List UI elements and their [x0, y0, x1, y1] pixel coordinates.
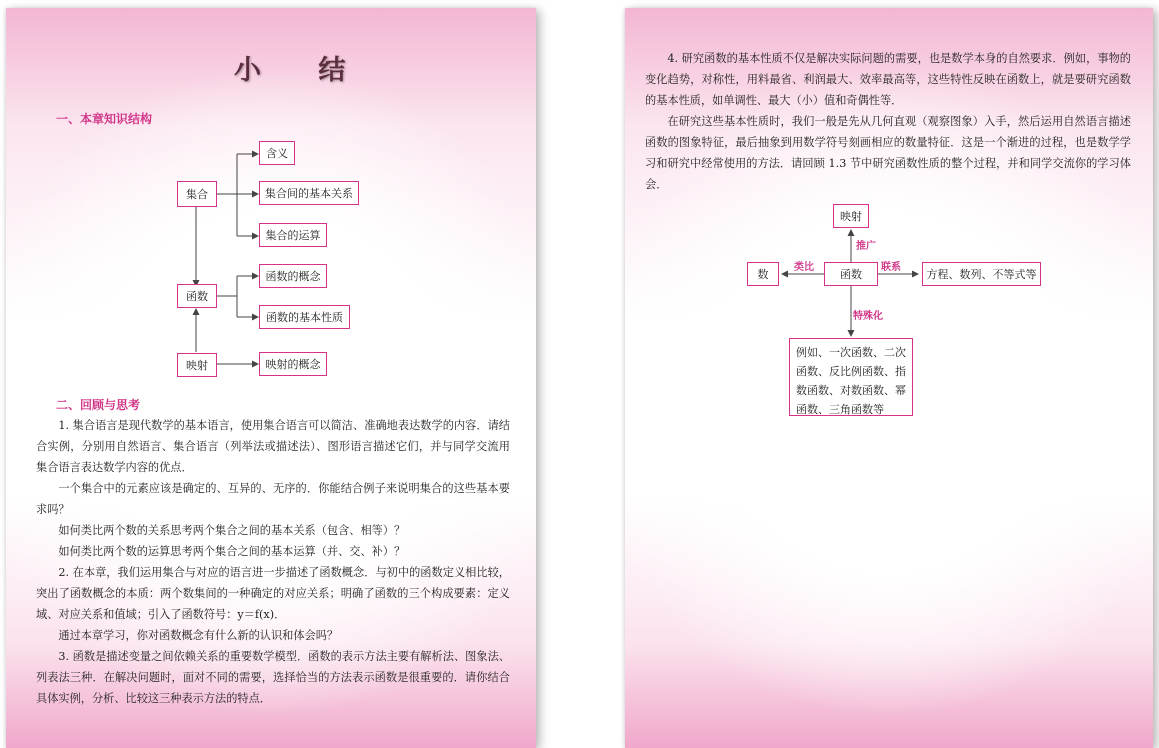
node-set-relations: 集合间的基本关系: [259, 181, 359, 205]
paragraph-4: 如何类比两个数的运算思考两个集合之间的基本运算（并、交、补）？: [58, 545, 406, 558]
node-number: 数: [747, 262, 779, 286]
paragraph-1: 1. 集合语言是现代数学的基本语言，使用集合语言可以简洁、准确地表达数学的内容．请结合实例，分别用自然语言、集合语言（列举法或描述法）、图形语言描述它们，并与同学交流用集合语言表达数学内容的优点．: [36, 419, 510, 474]
paragraph-9: 在研究这些基本性质时，我们一般是先从几何直观（观察图象）入手，然后运用自然语言描述函数的图象特征，最后抽象到用数学符号刻画相应的数量特征．这是一个渐进的过程，也是数学学习和研究中经常使用的方法．请回顾 1.3 节中研究函数性质的整个过程，并和同学交流你的学习体会．: [645, 115, 1131, 191]
node-set-meaning: 含义: [259, 141, 295, 165]
paragraph-7: 3. 函数是描述变量之间依赖关系的重要数学模型．函数的表示方法主要有解析法、图象法、列表法三种．在解决问题时，面对不同的需要，选择恰当的方法表示函数是很重要的．请你结合具体实例，分析、比较这三种表示方法的特点．: [36, 650, 510, 705]
node-examples: 例如、一次函数、二次函数、反比例函数、指数函数、对数函数、幂函数、三角函数等: [789, 338, 913, 416]
node-function: 函数: [177, 284, 217, 308]
page-title: 小 结: [234, 55, 370, 86]
paragraph-8: 4. 研究函数的基本性质不仅是解决实际问题的需要，也是数学本身的自然要求．例如，事物的变化趋势，对称性，用料最省、利润最大、效率最高等，这些特性反映在函数上，就是要研究函数的基本性质，如单调性、最大（小）值和奇偶性等．: [645, 52, 1131, 107]
node-set: 集合: [177, 181, 217, 207]
right-page: [625, 8, 1153, 748]
node-set-operations: 集合的运算: [259, 223, 327, 247]
label-specialize: 特殊化: [853, 311, 883, 322]
node-mapping: 映射: [833, 204, 869, 228]
node-mapping-concept: 映射的概念: [259, 352, 327, 376]
label-analogy: 类比: [794, 262, 814, 273]
node-mapping: 映射: [177, 353, 217, 377]
section-heading-structure: 一、本章知识结构: [56, 112, 153, 126]
label-connect: 联系: [881, 262, 901, 273]
paragraph-2: 一个集合中的元素应该是确定的、互异的、无序的．你能结合例子来说明集合的这些基本要求吗？: [36, 482, 510, 516]
left-page: [6, 8, 536, 748]
paragraph-5: 2. 在本章，我们运用集合与对应的语言进一步描述了函数概念．与初中的函数定义相比较，突出了函数概念的本质：两个数集间的一种确定的对应关系；明确了函数的三个构成要素：定义域、对应关系和值域；引入了函数符号：y＝f(x)．: [36, 566, 510, 621]
section-heading-review: 二、回顾与思考: [56, 398, 141, 412]
node-function: 函数: [824, 262, 878, 286]
node-function-concept: 函数的概念: [259, 264, 327, 288]
node-equations: 方程、数列、不等式等: [922, 262, 1041, 286]
node-function-properties: 函数的基本性质: [259, 305, 350, 329]
paragraph-3: 如何类比两个数的关系思考两个集合之间的基本关系（包含、相等）？: [58, 524, 406, 537]
paragraph-6: 通过本章学习，你对函数概念有什么新的认识和体会吗？: [58, 629, 339, 642]
label-generalize: 推广: [856, 241, 876, 252]
